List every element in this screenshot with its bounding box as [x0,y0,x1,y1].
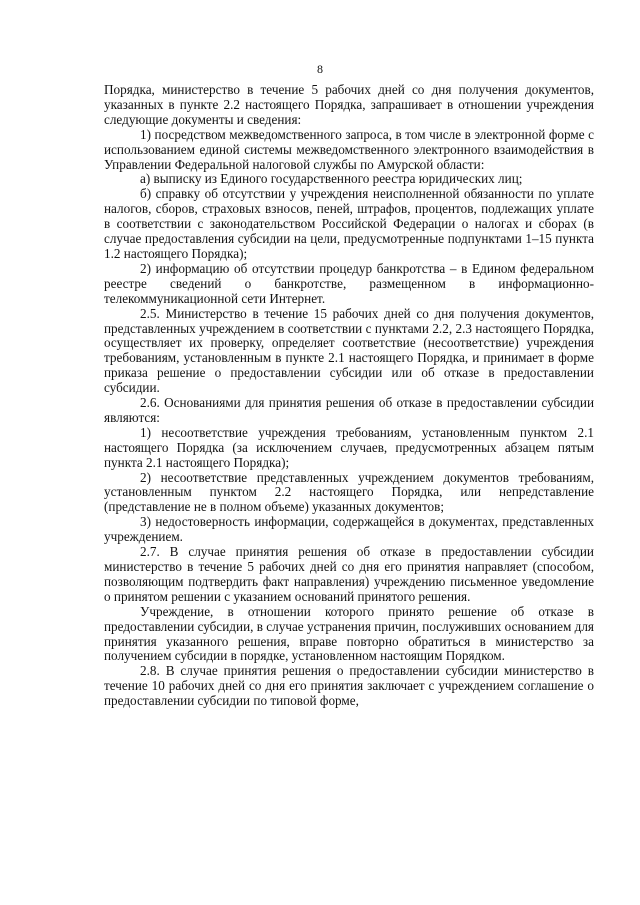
paragraph-item-2-bankruptcy-info: 2) информацию об отсутствии процедур банкротства – в Едином федеральном реестре сведений о банкротстве, размещенном в информационно-телекоммуникационной сети Интернет. [104,260,594,306]
paragraph-clause-2-7: 2.7. В случае принятия решения об отказе в предоставлении субсидии министерство в течение 5 рабочих дней со дня его принятия направляет (способом, позволяющим подтвердить факт направления) учреждению письменное уведомление о принятом решении с указанием оснований принятого решения. [104,544,594,604]
paragraph-item-1-interagency-request: 1) посредством межведомственного запроса, в том числе в электронной форме с использованием единой системы межведомственного электронного взаимодействия в Управлении Федеральной налоговой службы по Амурской области: [104,126,594,172]
paragraph-clause-2-5: 2.5. Министерство в течение 15 рабочих дней со дня получения документов, представленных учреждением в соответствии с пунктами 2.2, 2.3 настоящего Порядка, осуществляет их проверку, определяет соответствие (несоответствие) учреждения требованиям, установленным в пункте 2.1 настоящего Порядка, и принимает в форме приказа решение о предоставлении субсидии или об отказе в предоставлении субсидии. [104,305,594,396]
paragraph-refusal-ground-1: 1) несоответствие учреждения требованиям, установленным пунктом 2.1 настоящего Порядка (за исключением случаев, предусмотренных абзацем пятым пункта 2.1 настоящего Порядка); [104,424,594,470]
paragraph-refusal-ground-2: 2) несоответствие представленных учреждением документов требованиям, установленным пунктом 2.2 настоящего Порядка, или непредставление (представление не в полном объеме) указанных документов; [104,469,594,515]
paragraph-clause-2-6: 2.6. Основаниями для принятия решения об отказе в предоставлении субсидии являются: [104,395,594,425]
paragraph-reapplication: Учреждение, в отношении которого принято решение об отказе в предоставлении субсидии, в случае устранения причин, послуживших основанием для принятия указанного решения, вправе повторно обратиться в министерство за получением субсидии в порядке, установленном настоящим Порядком. [104,603,594,664]
paragraph-clause-2-8: 2.8. В случае принятия решения о предоставлении субсидии министерство в течение 10 рабочих дней со дня его принятия заключает с учреждением соглашение о предоставлении субсидии по типовой форме, [104,663,594,709]
paragraph-item-b-tax-certificate: б) справку об отсутствии у учреждения неисполненной обязанности по уплате налогов, сборов, страховых взносов, пеней, штрафов, процентов, подлежащих уплате в соответствии с законодательством Российской Федерации о налогах и сборах (в случае предоставления субсидии на цели, предусмотренные подпунктами 1–15 пункта 1.2 настоящего Порядка); [104,186,594,261]
paragraph-item-a-registry-extract: а) выписку из Единого государственного реестра юридических лиц; [140,171,523,187]
page-number: 8 [317,62,323,76]
document-body [104,83,594,709]
paragraph-continuation: Порядка, министерство в течение 5 рабочих дней со дня получения документов, указанных в пункте 2.2 настоящего Порядка, запрашивает в отношении учреждения следующие документы и сведения: [104,82,594,127]
paragraph-refusal-ground-3: 3) недостоверность информации, содержащейся в документах, представленных учреждением. [104,514,594,545]
